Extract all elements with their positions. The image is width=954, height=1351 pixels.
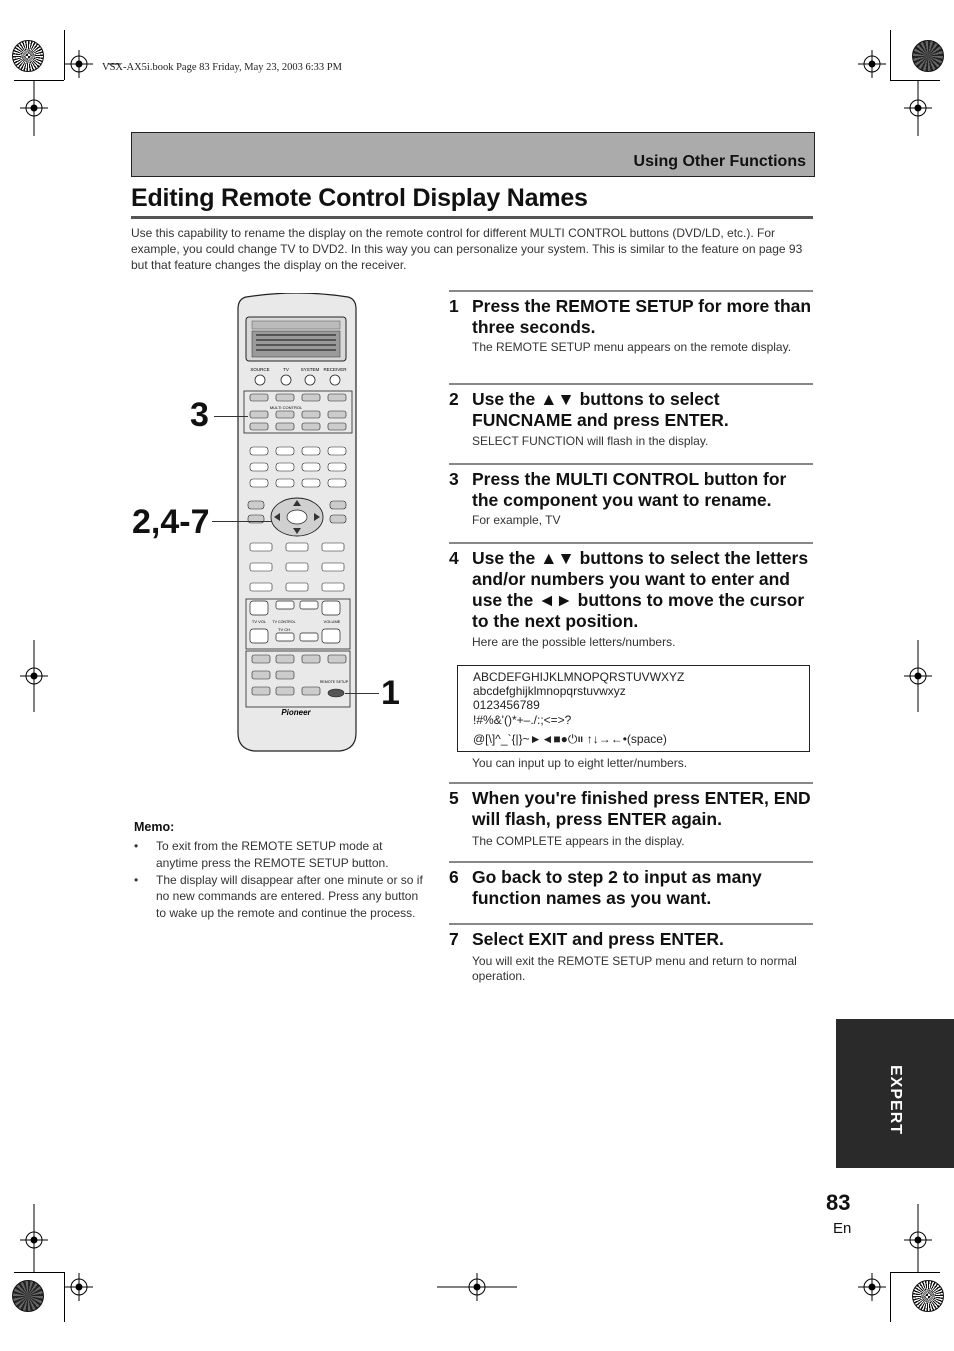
step-number: 7 (449, 929, 459, 949)
charset-symbols-2: @[\]^_`{|}~►◄■●⏻⏸ ↑↓→←•(space) (473, 732, 667, 746)
crop-mark (64, 30, 65, 80)
step-note: SELECT FUNCTION will flash in the display. (472, 434, 709, 448)
step-number: 6 (449, 867, 459, 887)
remote-label-receiver: RECEIVER (323, 367, 347, 372)
language-code: En (833, 1220, 852, 1237)
side-tab-label: EXPERT (887, 1065, 904, 1136)
remote-label-source: SOURCE (250, 367, 270, 372)
bullet: • (134, 839, 139, 853)
intro-paragraph: Use this capability to rename the display on the remote control for different MULTI CONTROL buttons (DVD/LD, etc.). For example, you could change TV to DVD2. In this way you can personalize your system. This is similar to the feature on page 93 but that feature changes the display on the receiver. (131, 226, 803, 272)
remote-label-remote-setup: REMOTE SETUP (319, 680, 349, 684)
remote-label-tv-vol: TV VOL (251, 619, 267, 624)
character-set-box (457, 665, 810, 752)
bullet: • (134, 872, 139, 887)
crop-mark (14, 1272, 64, 1273)
step-heading: Select EXIT and press ENTER. (472, 929, 724, 949)
step-number: 3 (449, 469, 459, 489)
crop-mark (14, 80, 64, 81)
callout-2-4-7: 2,4-7 (132, 503, 210, 541)
memo-item-text: To exit from the REMOTE SETUP mode at anytime press the REMOTE SETUP button. (156, 839, 389, 870)
memo-title: Memo: (134, 820, 175, 834)
remote-control-illustration (232, 293, 362, 753)
registration-star-icon (912, 1280, 944, 1312)
step-heading: Press the MULTI CONTROL button for the component you want to rename. (472, 469, 787, 510)
expert-side-tab (836, 1019, 954, 1168)
memo-list (134, 838, 426, 922)
step-note: The COMPLETE appears in the display. (472, 834, 685, 848)
page-title: Editing Remote Control Display Names (131, 184, 588, 212)
charset-symbols-1: !#%&'()*+–./:;<=>? (473, 713, 572, 727)
crop-mark (890, 80, 940, 81)
step-heading: Use the ▲▼ buttons to select FUNCNAME and press ENTER. (472, 389, 729, 430)
page-number: 83 (826, 1190, 851, 1215)
callout-3-line (214, 416, 248, 417)
remote-label-volume: VOLUME (323, 619, 341, 624)
step-number: 4 (449, 548, 459, 568)
remote-label-tv-control: TV CONTROL (272, 620, 296, 624)
step-heading: Press the REMOTE SETUP for more than three seconds. (472, 296, 812, 337)
step-number: 2 (449, 389, 459, 409)
registration-star-icon (912, 40, 944, 72)
crop-mark (890, 1272, 940, 1273)
section-header-band (131, 132, 815, 177)
crop-mark (64, 1272, 65, 1322)
step-number: 1 (449, 296, 459, 316)
memo-item (134, 838, 426, 872)
callout-1: 1 (381, 674, 400, 712)
memo-item (134, 872, 426, 922)
remote-label-multi-control: MULTI CONTROL (269, 405, 303, 410)
title-rule (131, 216, 813, 219)
charset-digits: 0123456789 (473, 698, 540, 712)
step-heading: When you're finished press ENTER, END will flash, press ENTER again. (472, 788, 811, 829)
crop-mark (890, 30, 891, 80)
charset-lowercase: abcdefghijklmnopqrstuvwxyz (473, 684, 626, 698)
file-info: VSX-AX5i.book Page 83 Friday, May 23, 2003 6:33 PM (102, 62, 342, 73)
memo-item-text: The display will disappear after one minute or so if no new commands are entered. Press any button to wake up the remote and continue the process. (156, 872, 423, 921)
remote-label-tv: TV (283, 367, 289, 372)
charset-uppercase: ABCDEFGHIJKLMNOPQRSTUVWXYZ (473, 670, 685, 684)
remote-brand-logo: Pioneer (281, 708, 311, 717)
callout-1-line (345, 693, 379, 694)
callout-2-4-7-line (212, 521, 272, 522)
step-note: You will exit the REMOTE SETUP menu and return to normal operation. (472, 954, 797, 983)
section-label: Using Other Functions (633, 153, 806, 170)
remote-label-tv-ch: TV CH (278, 627, 290, 632)
crop-mark (890, 1272, 891, 1322)
step-number: 5 (449, 788, 459, 808)
input-limit-note: You can input up to eight letter/numbers. (472, 756, 688, 770)
remote-label-system: SYSTEM (300, 367, 320, 372)
step-note: For example, TV (472, 513, 561, 527)
step-note: The REMOTE SETUP menu appears on the remote display. (472, 340, 792, 354)
step-heading: Use the ▲▼ buttons to select the letters and/or numbers you want to enter and use the ◄► buttons to move the cursor to the next position. (472, 548, 809, 631)
step-heading: Go back to step 2 to input as many function names as you want. (472, 867, 762, 908)
callout-3: 3 (190, 396, 209, 434)
step-note: Here are the possible letters/numbers. (472, 635, 676, 649)
remote-setup-button (328, 689, 344, 697)
registration-star-icon (12, 40, 44, 72)
registration-star-icon (12, 1280, 44, 1312)
